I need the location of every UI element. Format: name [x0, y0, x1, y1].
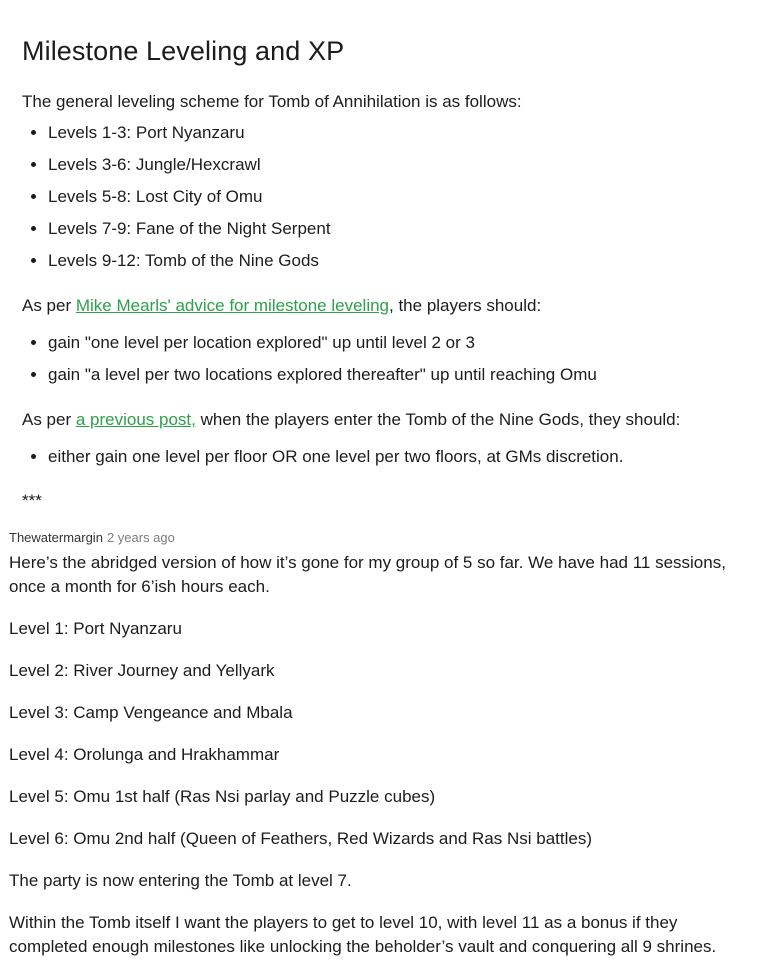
comment-closing: Within the Tomb itself I want the players to get to level 10, with level 11 as a bonus if they completed enough milestones like unlocking the beholder’s vault and conquering all 9 shrines.: [9, 913, 717, 956]
advice-suffix: , the players should:: [389, 296, 542, 315]
comment-author[interactable]: Thewatermargin: [9, 530, 103, 545]
comment-line: The party is now entering the Tomb at level 7.: [9, 871, 352, 890]
list-item: • gain "a level per two locations explored thereafter" up until reaching Omu: [48, 364, 752, 386]
comment-meta: [9, 530, 757, 545]
comment-line: Level 5: Omu 1st half (Ras Nsi parlay and Puzzle cubes): [9, 787, 436, 806]
comment: [9, 530, 757, 959]
post-intro: The general leveling scheme for Tomb of Annihilation is as follows:: [22, 92, 522, 111]
levels-list: [22, 122, 752, 272]
list-item: • Levels 5-8: Lost City of Omu: [48, 186, 752, 208]
tomb-prefix: As per: [22, 410, 76, 429]
list-item: • Levels 9-12: Tomb of the Nine Gods: [48, 250, 752, 272]
previous-post-link[interactable]: a previous post,: [75, 410, 196, 429]
separator: ***: [22, 491, 42, 510]
comment-line: Level 4: Orolunga and Hrakhammar: [9, 745, 280, 764]
comment-intro: Here’s the abridged version of how it’s gone for my group of 5 so far. We have had 11 sessions, once a month for 6’ish hours each.: [9, 553, 726, 596]
mearls-advice-link[interactable]: Mike Mearls' advice for milestone leveling: [75, 296, 390, 315]
tomb-list: [22, 446, 752, 468]
advice-prefix: As per: [22, 296, 76, 315]
advice-list: [22, 332, 752, 386]
comment-timestamp: 2 years ago: [106, 530, 175, 545]
comment-line: Level 6: Omu 2nd half (Queen of Feathers, Red Wizards and Ras Nsi battles): [9, 829, 592, 848]
tomb-paragraph: [22, 409, 752, 431]
post-body: [22, 36, 752, 512]
list-item: • either gain one level per floor OR one level per two floors, at GMs discretion.: [48, 446, 752, 468]
post-title: Milestone Leveling and XP: [22, 36, 345, 66]
comment-line: Level 1: Port Nyanzaru: [9, 619, 182, 638]
list-item: • gain "one level per location explored" up until level 2 or 3: [48, 332, 752, 354]
comment-line: Level 3: Camp Vengeance and Mbala: [9, 703, 293, 722]
list-item: • Levels 1-3: Port Nyanzaru: [48, 122, 752, 144]
advice-paragraph: [22, 295, 752, 317]
list-item: • Levels 3-6: Jungle/Hexcrawl: [48, 154, 752, 176]
comment-line: Level 2: River Journey and Yellyark: [9, 661, 275, 680]
list-item: • Levels 7-9: Fane of the Night Serpent: [48, 218, 752, 240]
tomb-suffix: when the players enter the Tomb of the Nine Gods, they should:: [195, 410, 681, 429]
